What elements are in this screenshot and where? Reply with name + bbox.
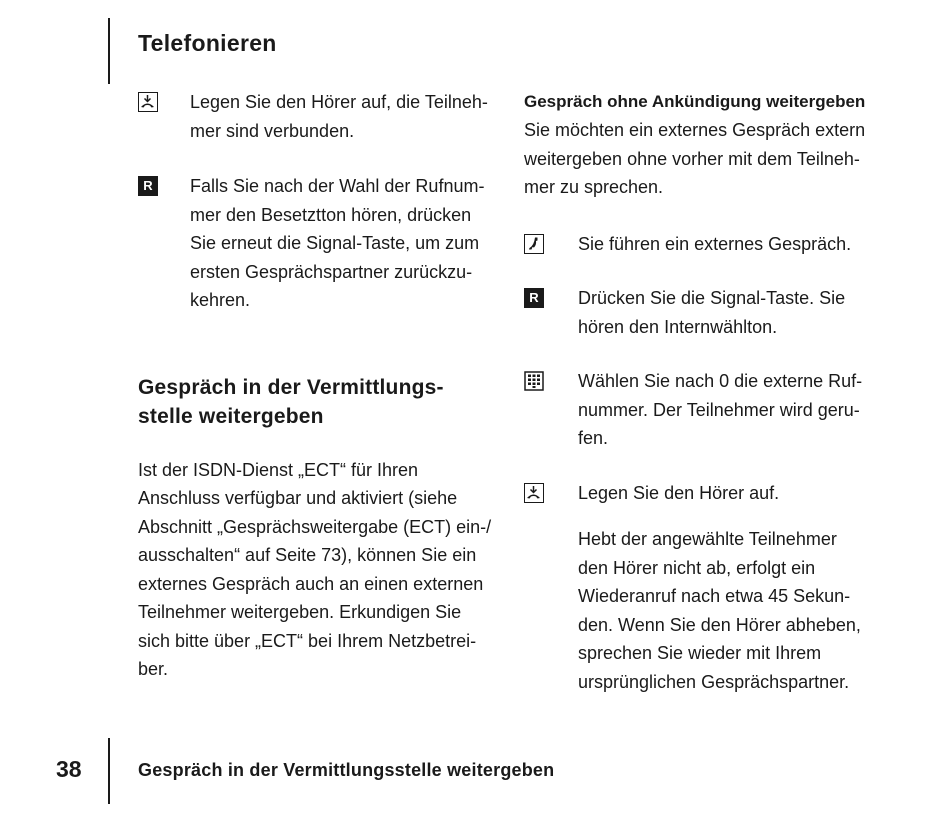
hang-up-icon [138, 92, 158, 112]
step-text: Legen Sie den Hörer auf, die Teilneh- mer sind verbunden. [190, 92, 488, 141]
step-hang-up [138, 88, 498, 145]
step-text: Sie führen ein externes Gespräch. [578, 233, 852, 254]
step-text: Drücken Sie die Signal-Taste. Sie hören den Internwählton. [578, 288, 846, 337]
step-signal-key [524, 284, 884, 341]
step-hang-up [524, 479, 884, 508]
r-key-icon: R [524, 288, 544, 308]
step-text: Wählen Sie nach 0 die externe Ruf- nummer. Der Teilnehmer wird geru- fen. [578, 371, 863, 448]
section-title: Telefonieren [138, 30, 277, 56]
left-column [138, 88, 498, 684]
subheading: Gespräch in der Vermittlungs- stelle weitergeben [138, 375, 444, 428]
keypad-icon [524, 371, 544, 391]
hang-up-icon [524, 483, 544, 503]
header-rule [108, 18, 110, 84]
follow-up-paragraph: Hebt der angewählte Teilnehmer den Hörer nicht ab, erfolgt ein Wiederanruf nach etwa 45 Sekun- den. Wenn Sie den Hörer abheben, sprechen Sie wieder mit Ihrem ursprünglichen Gesprächspartner. [578, 529, 861, 692]
step-text: Falls Sie nach der Wahl der Rufnum- mer den Besetztton hören, drücken Sie erneut die Signal-Taste, um zum ersten Gesprächspartner zurückzu- kehren. [190, 176, 485, 310]
step-signal-key [138, 172, 498, 315]
page-number: 38 [56, 756, 82, 782]
body-paragraph: Ist der ISDN-Dienst „ECT“ für Ihren Anschluss verfügbar und aktiviert (siehe Abschnitt „Gesprächsweitergabe (ECT) ein-/ ausschalten“ auf Seite 73), können Sie ein externes Gespräch auch an einen externen Teilnehmer weitergeben. Erkundigen Sie sich bitte über „ECT“ bei Ihrem Netzbetrei- ber. [138, 459, 492, 679]
step-dial-number [524, 367, 884, 453]
r-key-icon: R [138, 176, 158, 196]
footer-rule [108, 738, 110, 804]
step-external-call [524, 230, 884, 259]
running-footer-title: Gespräch in der Vermittlungsstelle weitergeben [138, 760, 555, 780]
handset-icon [524, 234, 544, 254]
step-text: Legen Sie den Hörer auf. [578, 482, 780, 503]
right-heading: Gespräch ohne Ankündigung weitergeben [524, 92, 866, 111]
right-intro: Sie möchten ein externes Gespräch extern weitergeben ohne vorher mit dem Teilneh- mer zu sprechen. [524, 120, 866, 197]
right-column [524, 88, 884, 696]
